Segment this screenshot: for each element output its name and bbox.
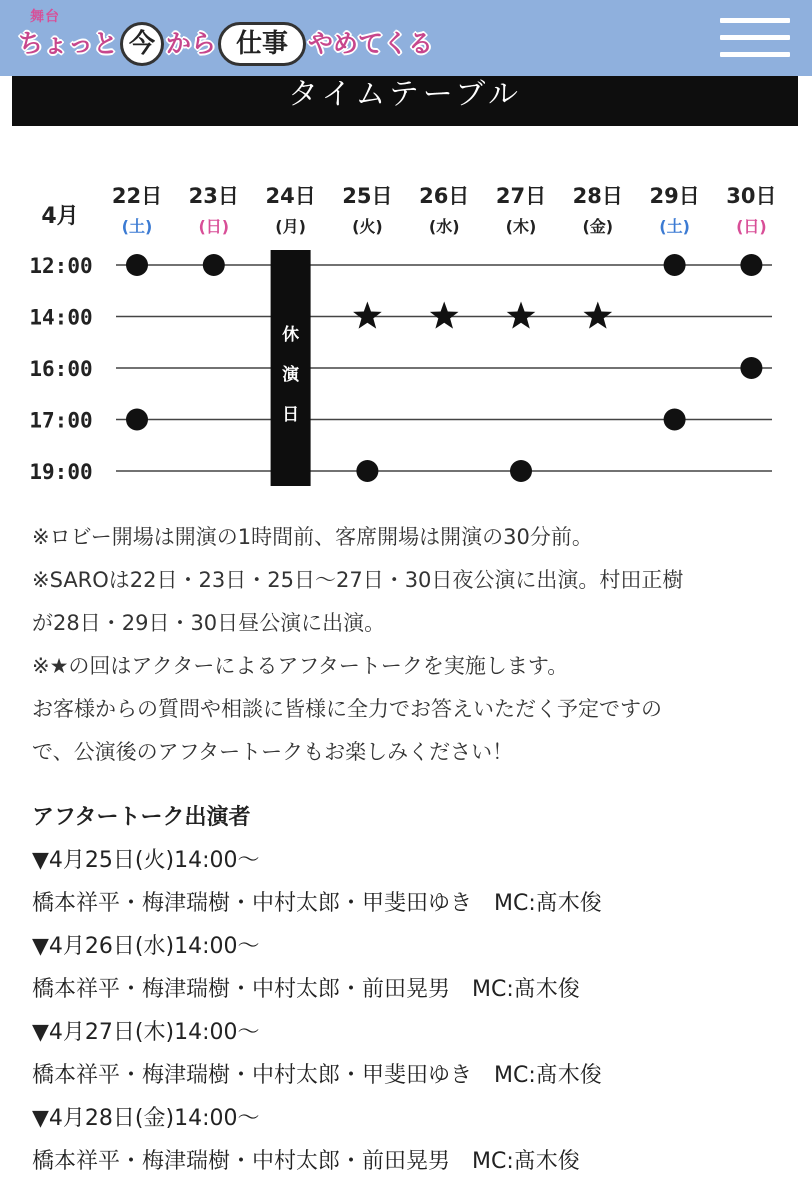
- after-talk-cast: 橋本祥平・梅津瑞樹・中村太郎・前田晃男 MC:髙木俊: [32, 977, 580, 1002]
- logo-part-3: から: [166, 29, 217, 58]
- timetable: [0, 160, 812, 500]
- after-talk-cast: 橋本祥平・梅津瑞樹・中村太郎・甲斐田ゆき MC:髙木俊: [32, 1063, 602, 1088]
- note-line: で、公演後のアフタートークもお楽しみください！: [32, 740, 514, 764]
- after-talk-cast: 橋本祥平・梅津瑞樹・中村太郎・甲斐田ゆき MC:髙木俊: [32, 891, 602, 916]
- time-label: 16:00: [29, 357, 93, 381]
- after-talk-heading: アフタートーク出演者: [32, 805, 251, 830]
- performance-dot: [126, 409, 148, 431]
- after-talk-date: ▼4月28日(金)14:00〜: [32, 1106, 260, 1131]
- day-date-label: 29日: [649, 184, 700, 208]
- menu-bar: [720, 52, 790, 57]
- day-date-label: 26日: [419, 184, 470, 208]
- performance-dot: [203, 254, 225, 276]
- closed-day-label-char: 日: [282, 405, 300, 425]
- afterTalk-star-mark: [507, 302, 536, 329]
- site-header: [0, 0, 812, 76]
- day-weekday-label: (土): [659, 217, 690, 236]
- time-label: 12:00: [29, 254, 93, 278]
- afterTalk-star-mark: [430, 302, 459, 329]
- day-date-label: 24日: [265, 184, 316, 208]
- day-date-label: 27日: [495, 184, 547, 208]
- day-weekday-label: (土): [121, 217, 153, 236]
- afterTalk-star-mark: [353, 302, 382, 329]
- performance-dot: [664, 409, 686, 431]
- section-title: タイムテーブル: [12, 76, 798, 126]
- logo-small-text: 舞台: [30, 9, 60, 25]
- time-label: 19:00: [29, 460, 93, 484]
- note-line: お客様からの質問や相談に皆様に全力でお答えいただく予定ですの: [32, 697, 662, 721]
- timetable-grid: [0, 160, 812, 500]
- day-date-label: 30日: [726, 184, 777, 208]
- logo-part-2: 今: [120, 22, 164, 66]
- day-weekday-label: (火): [352, 217, 383, 236]
- performance-dot: [356, 460, 378, 482]
- performance-dot: [740, 254, 762, 276]
- hamburger-menu-icon[interactable]: [720, 16, 790, 60]
- month-label: 4月: [41, 204, 79, 229]
- logo-part-4: 仕事: [218, 22, 306, 66]
- after-talk-date: ▼4月25日(火)14:00〜: [32, 848, 260, 873]
- day-weekday-label: (木): [505, 217, 537, 236]
- performance-dot: [510, 460, 532, 482]
- closed-day-label-char: 演: [282, 365, 300, 385]
- performance-dot: [126, 254, 148, 276]
- menu-bar: [720, 18, 790, 23]
- note-line: ※★の回はアクターによるアフタートークを実施します。: [32, 654, 569, 678]
- day-weekday-label: (水): [428, 217, 460, 236]
- performance-dot: [664, 254, 686, 276]
- time-label: 14:00: [29, 305, 93, 330]
- menu-bar: [720, 35, 790, 40]
- after-talk-section: [32, 796, 792, 1183]
- notes: [32, 516, 792, 774]
- day-weekday-label: (日): [736, 217, 767, 236]
- site-logo[interactable]: [8, 0, 438, 76]
- logo-part-5: やめてくる: [308, 29, 434, 58]
- day-weekday-label: (日): [198, 217, 230, 236]
- day-date-label: 28日: [572, 184, 623, 208]
- day-date-label: 22日: [111, 184, 163, 208]
- time-label: 17:00: [29, 408, 93, 433]
- note-line: ※ロビー開場は開演の1時間前、客席開場は開演の30分前。: [32, 525, 593, 549]
- after-talk-date: ▼4月27日(木)14:00〜: [32, 1020, 260, 1045]
- logo-part-1: ちょっと: [18, 29, 119, 58]
- afterTalk-star-mark: [584, 302, 613, 329]
- note-line: が28日・29日・30日昼公演に出演。: [32, 611, 386, 635]
- closed-day-label-char: 休: [282, 325, 300, 345]
- logo-main: [18, 22, 433, 66]
- note-line: ※SAROは22日・23日・25日〜27日・30日夜公演に出演。村田正樹: [32, 568, 684, 592]
- after-talk-cast: 橋本祥平・梅津瑞樹・中村太郎・前田晃男 MC:髙木俊: [32, 1149, 580, 1174]
- performance-dot: [740, 357, 762, 379]
- day-weekday-label: (月): [275, 217, 306, 236]
- day-date-label: 25日: [342, 184, 393, 208]
- day-weekday-label: (金): [582, 217, 614, 236]
- day-date-label: 23日: [188, 184, 239, 208]
- after-talk-date: ▼4月26日(水)14:00〜: [32, 934, 260, 959]
